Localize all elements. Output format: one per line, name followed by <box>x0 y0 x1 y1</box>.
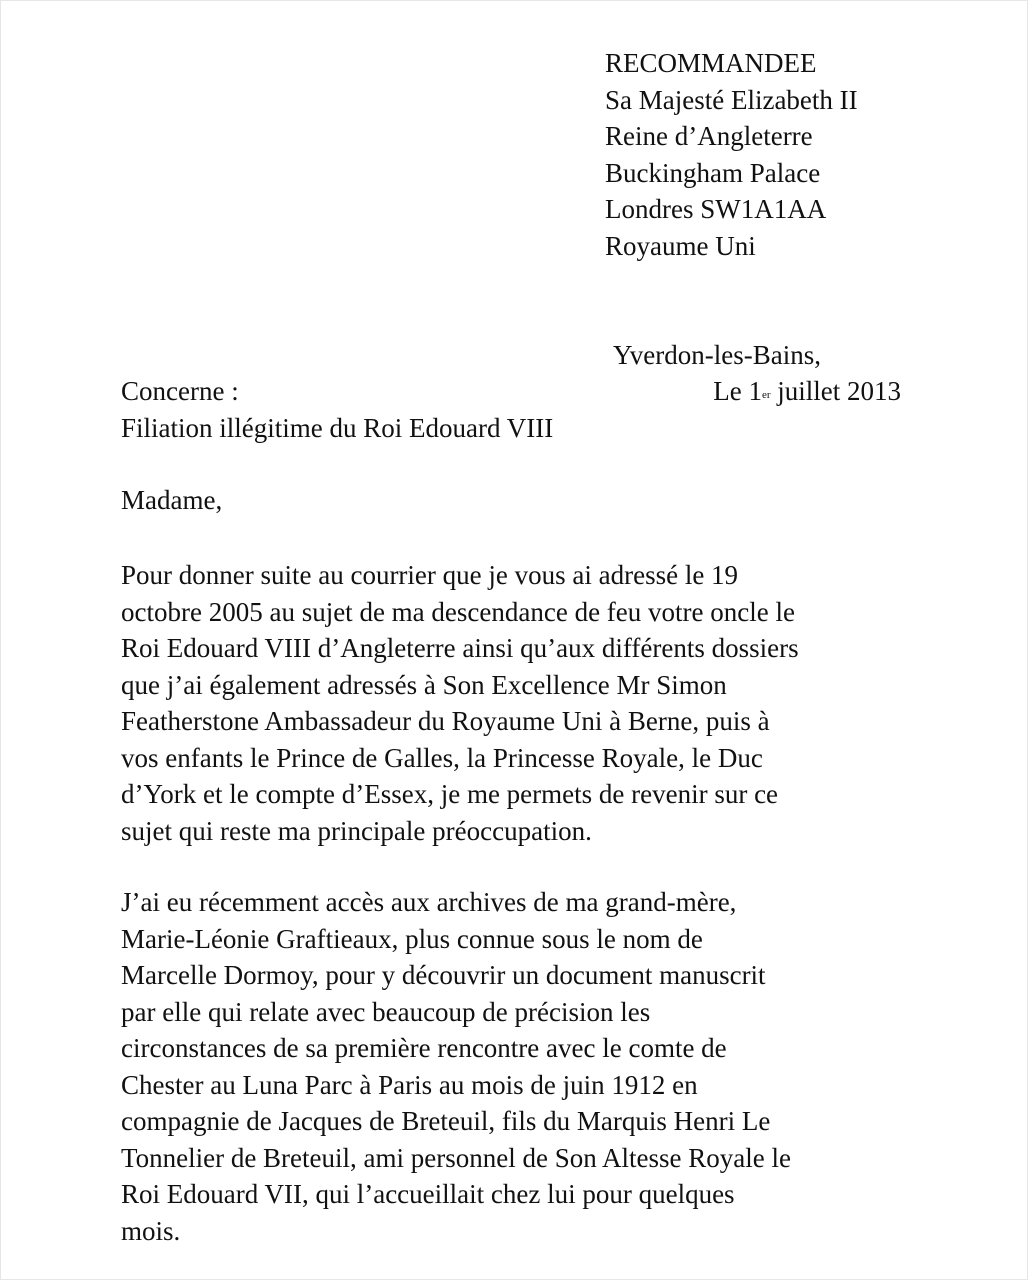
date-suffix: juillet 2013 <box>770 376 901 406</box>
paragraph-line: par elle qui relate avec beaucoup de précision les <box>121 996 651 1027</box>
body-paragraph-2 <box>121 884 791 1249</box>
subject-label: Concerne : <box>121 376 239 406</box>
paragraph-line: d’York et le compte d’Essex, je me permets de revenir sur ce <box>121 779 779 809</box>
subject-block <box>121 373 553 446</box>
paragraph-line: Featherstone Ambassadeur du Royaume Uni à Berne, puis à <box>121 706 770 736</box>
paragraph-line: Tonnelier de Breteuil, ami personnel de Son Altesse Royale le <box>121 1142 791 1173</box>
paragraph-line: octobre 2005 au sujet de ma descendance de feu votre oncle le <box>121 596 795 627</box>
date-prefix: Le 1 <box>713 376 762 406</box>
address-line: Sa Majesté Elizabeth II <box>605 84 858 115</box>
paragraph-line: Marcelle Dormoy, pour y découvrir un document manuscrit <box>121 960 766 990</box>
paragraph-line: compagnie de Jacques de Breteuil, fils du Marquis Henri Le <box>121 1106 771 1136</box>
paragraph-line: Roi Edouard VIII d’Angleterre ainsi qu’aux différents dossiers <box>121 633 799 663</box>
paragraph-line: Chester au Luna Parc à Paris au mois de juin 1912 en <box>121 1069 698 1100</box>
date-superscript: er <box>761 389 771 401</box>
address-line: Royaume Uni <box>605 230 756 261</box>
paragraph-line: que j’ai également adressés à Son Excellence Mr Simon <box>121 669 727 700</box>
salutation: Madame, <box>121 485 223 515</box>
paragraph-line: Marie-Léonie Graftieaux, plus connue sous le nom de <box>121 923 703 954</box>
paragraph-line: sujet qui reste ma principale préoccupation. <box>121 815 592 846</box>
address-line: Londres SW1A1AA <box>605 194 827 224</box>
paragraph-line: Roi Edouard VII, qui l’accueillait chez lui pour quelques <box>121 1179 735 1209</box>
paragraph-line: mois. <box>121 1215 181 1246</box>
address-line: RECOMMANDEE <box>605 48 817 78</box>
body-paragraph-1 <box>121 557 799 849</box>
paragraph-line: Pour donner suite au courrier que je vous ai adressé le 19 <box>121 560 739 590</box>
paragraph-line: J’ai eu récemment accès aux archives de ma grand-mère, <box>121 887 737 917</box>
paragraph-line: circonstances de sa première rencontre avec le comte de <box>121 1033 727 1063</box>
recipient-address <box>605 45 858 264</box>
address-line: Buckingham Palace <box>605 157 821 188</box>
letter-place: Yverdon-les-Bains, <box>613 340 821 370</box>
letter-date <box>713 373 901 410</box>
subject-text: Filiation illégitime du Roi Edouard VIII <box>121 412 554 443</box>
paragraph-line: vos enfants le Prince de Galles, la Princesse Royale, le Duc <box>121 742 763 773</box>
address-line: Reine d’Angleterre <box>605 121 813 151</box>
